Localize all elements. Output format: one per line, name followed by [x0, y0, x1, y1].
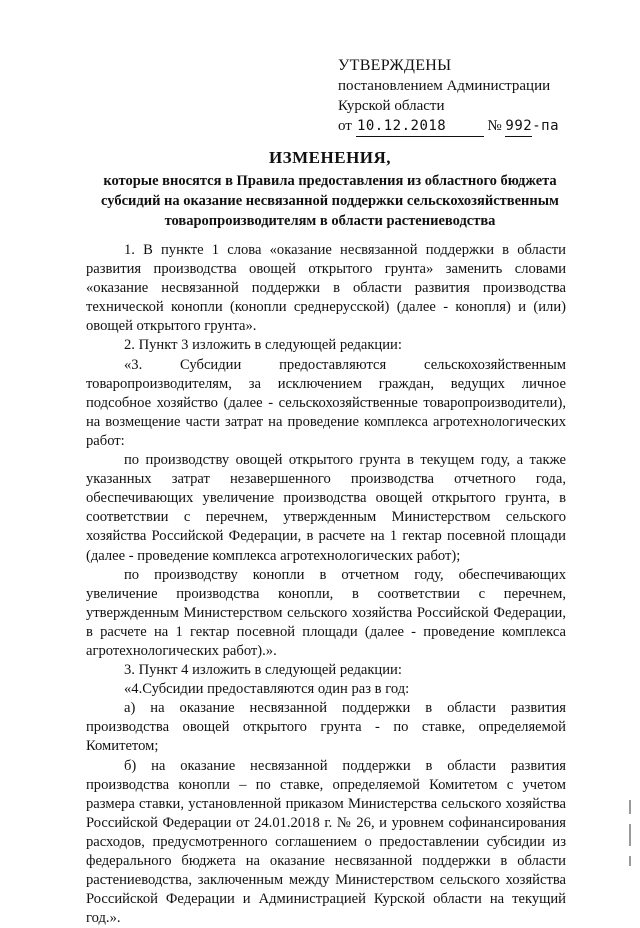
approval-title: УТВЕРЖДЕНЫ — [338, 57, 452, 74]
approval-line-2: Курской области — [338, 98, 445, 114]
heading-title: ИЗМЕНЕНИЯ, — [268, 148, 392, 167]
approval-number: 992 — [505, 116, 532, 137]
document-heading — [60, 147, 600, 231]
approval-date: 10.12.2018 — [356, 116, 448, 137]
document-body — [86, 241, 566, 928]
approval-number-suffix: -па — [532, 118, 560, 134]
paragraph-6: 3. Пункт 4 изложить в следующей редакции: — [124, 662, 402, 679]
scan-mark — [629, 856, 631, 866]
approval-date-number-row — [338, 116, 618, 137]
paragraph-9: б) на оказание несвязанной поддержки в области развития производства конопли – по ставке, определяемой Комитетом с учетом размера ставки, установленной приказом Министерства сельского хозяйства Российской Федерации от 24.01.2018 г. № 26, и уровнем софинансирования расходов, предусмотренного соглашением о предоставлении субсидии из федерального бюджета на оказание несвязанной поддержки в области растениеводства, заключенным между Министерством сельского хозяйства Российской Федерации и Администрацией Курской области на текущий год.». — [86, 757, 566, 927]
paragraph-4: по производству овощей открытого грунта в текущем году, а также указанных затрат незавершенного производства отчетного года, обеспечивающих увеличение производства овощей открытого грунта, в соответствии с перечнем, утвержденным Министерством сельского хозяйства Российской Федерации, в расчете на 1 гектар посевной площади (далее - проведение комплекса агротехнологических работ); — [86, 452, 566, 564]
paragraph-7: «4.Субсидии предоставляются один раз в год: — [124, 681, 410, 698]
date-prefix: от — [338, 118, 352, 134]
date-underline-gap — [448, 116, 484, 137]
scan-mark — [629, 800, 631, 814]
paragraph-3: «3. Субсидии предоставляются сельскохозяйственным товаропроизводителям, за исключением граждан, ведущих личное подсобное хозяйство (далее - сельскохозяйственные товаропроизводители), на возмещение части затрат на проведение комплекса агротехнологических работ: — [86, 356, 566, 449]
paragraph-8: а) на оказание несвязанной поддержки в области развития производства овощей открытого грунта - по ставке, определяемой Комитетом; — [86, 700, 566, 755]
heading-subtitle-line-1: которые вносятся в Правила предоставления из областного бюджета — [103, 173, 557, 189]
approval-block — [338, 56, 618, 137]
scan-edge-marks — [629, 800, 635, 870]
approval-line-1: постановлением Администрации — [338, 78, 551, 94]
paragraph-5: по производству конопли в отчетном году, обеспечивающих увеличение производства конопли, в соответствии с перечнем, утвержденным Министерством сельского хозяйства Российской Федерации, в расчете на 1 гектар посевной площади (далее - проведение комплекса агротехнологических работ).». — [86, 566, 566, 659]
heading-subtitle-line-3: товаропроизводителям в области растениеводства — [164, 213, 496, 229]
scan-mark — [629, 824, 631, 846]
paragraph-1: 1. В пункте 1 слова «оказание несвязанной поддержки в области развития производства овощей открытого грунта» заменить словами «оказание несвязанной поддержки в области развития производства технической конопли (конопли среднерусской) (далее - конопля) и (или) овощей открытого грунта». — [86, 242, 566, 335]
heading-subtitle — [60, 171, 600, 231]
paragraph-2: 2. Пункт 3 изложить в следующей редакции: — [124, 337, 402, 354]
heading-subtitle-line-2: субсидий на оказание несвязанной поддержки сельскохозяйственным — [101, 193, 559, 209]
number-prefix: № — [487, 118, 502, 134]
